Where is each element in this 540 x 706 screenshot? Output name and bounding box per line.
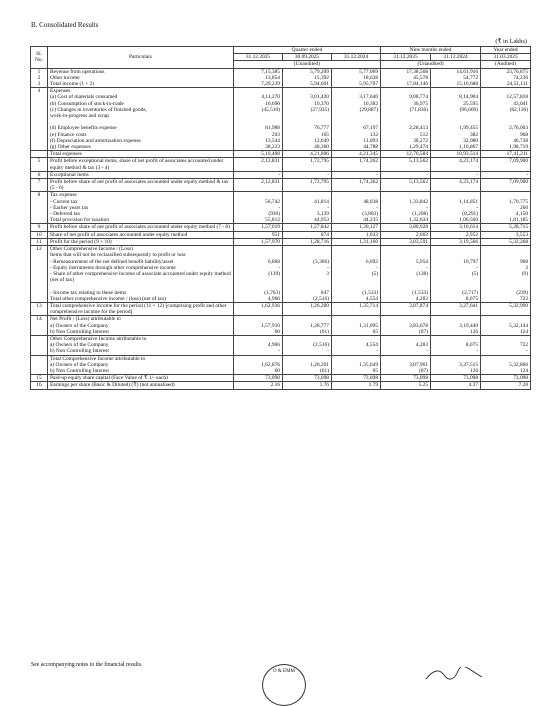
value-cell: 4,23,174 (431, 179, 481, 192)
value-cell: 2,12,831 (234, 158, 283, 171)
particulars-cell: Other Comprehensive Income attributable to a) Owners of the Company b) Non Controlling Interest (48, 335, 234, 355)
value-cell: 73,098 (283, 375, 332, 382)
value-cell: 2.16 (234, 382, 283, 389)
value-cell: 1,57,970 (234, 238, 283, 245)
value-cell: 1,74,362 (332, 158, 381, 171)
value-cell: 8,14,904 25,595 (96,669) 1,99,455 382 32,980 1,16,867 (431, 88, 481, 151)
value-cell: 5,32,990 (481, 302, 531, 315)
value-cell: (2,516) - (283, 335, 332, 355)
value-cell: 1,33,842 - (1,208) 1,32,634 (381, 192, 431, 224)
value-cell: 4,21,806 (283, 151, 332, 158)
value-cell: 4,283 - (381, 335, 431, 355)
table-row (31, 224, 531, 231)
value-cell: 7,15,385 13,854 7,29,239 (234, 68, 283, 88)
value-cell: 3,83,678 (87) (381, 316, 431, 336)
sl-no-header: Sl. No. (31, 47, 48, 69)
value-cell: 12,70,584 (381, 151, 431, 158)
unaudited-label: (Unaudited) (381, 61, 481, 68)
value-cell: 1.79 (332, 382, 381, 389)
value-cell: - (431, 171, 481, 178)
unaudited-label: (Unaudited) (234, 61, 381, 68)
value-cell: - (234, 171, 283, 178)
particulars-cell: Total comprehensive income for the period (11 + 12) [comprising profit and other comprehensive income for the period] (48, 302, 234, 315)
value-cell: 41,814 - 3,139 44,953 (283, 192, 332, 224)
table-row (31, 158, 531, 171)
value-cell: 1,57,910 60 (234, 316, 283, 336)
table-row (31, 88, 531, 151)
value-cell: 3,17,640 10,382 (29,887) 67,197 132 11,093 44,788 (332, 88, 381, 151)
table-row (31, 151, 531, 158)
sl-no-cell: 5 (31, 158, 48, 171)
sl-no-cell (31, 335, 48, 355)
signature (424, 667, 484, 681)
sl-no-cell: 4 (31, 88, 48, 151)
value-cell: 9,08,774 36,975 (71,836) 2,28,413 512 38,272 1,29,474 (381, 88, 431, 151)
particulars-cell: Profit before share of net profit of associates accounted under equity method & tax (5 - 6) (48, 179, 234, 192)
date-header: 31.12.2025 (381, 54, 431, 61)
value-cell: 6,868 - (139) (1,763) 4,966 (234, 246, 283, 303)
value-cell: 10,93,514 (431, 151, 481, 158)
particulars-cell: Share of net profit of associates accounted under equity method (48, 231, 234, 238)
value-cell: 3,87,874 (381, 302, 431, 315)
value-cell: 5,28,715 (481, 224, 531, 231)
value-cell: - (381, 171, 431, 178)
value-cell: - (332, 171, 381, 178)
particulars-cell: Profit before exceptional items, share of net profit of associates accounted under equity method & tax (3 - 4) (48, 158, 234, 171)
value-cell: 73,098 (381, 375, 431, 382)
particulars-header: Particulars (48, 47, 234, 69)
value-cell: 4,554 - (332, 335, 381, 355)
value-cell: 4,11,270 16,690 (45,510) 81,988 203 13,544 38,223 (234, 88, 283, 151)
date-header: 31.12.2025 (234, 54, 283, 61)
table-row (31, 179, 531, 192)
value-cell: 1.76 (283, 382, 332, 389)
particulars-cell: Net Profit / (Loss) attributable to a) Owners of the Company b) Non Controlling Interest (48, 316, 234, 336)
particulars-cell: Other Comprehensive Income / (Loss) Items that will not be reclassified subsequently to profit or loss - Remeasurement of the net defined benefit liability/asset - Equity instruments through other comprehensive income - Share of other comprehensive income of associate accounted under equity method (net of tax) - Income tax relating to these items Total other comprehensive income / (loss) (net of tax) (48, 246, 234, 303)
value-cell: 4,23,174 (431, 158, 481, 171)
value-cell: 73,098 (481, 375, 531, 382)
value-cell: 1,31,160 (332, 238, 381, 245)
value-cell: 48,038 - (3,803) 44,235 (332, 192, 381, 224)
value-cell: 73,098 (431, 375, 481, 382)
sl-no-cell: 11 (31, 238, 48, 245)
value-cell: 56,742 - (930) 55,812 (234, 192, 283, 224)
value-cell: 5,77,069 18,638 5,95,707 (332, 68, 381, 88)
value-cell: 3,27,641 (431, 302, 481, 315)
audited-label: (Audited) (481, 61, 531, 68)
value-cell: 12,57,818 43,041 (82,136) 2,76,063 968 46,738 1,98,719 (481, 88, 531, 151)
particulars-cell: Earnings per share (Basic & Diluted) (₹) (not annualised) (48, 382, 234, 389)
year-ended-header: Year ended (481, 47, 531, 54)
particulars-cell: Total Comprehensive Income attributable to a) Owners of the Company b) Non Controlling Interest (48, 355, 234, 375)
value-cell: 2,952 (431, 231, 481, 238)
particulars-cell: Total expenses (48, 151, 234, 158)
particulars-cell: Paid-up equity share capital (Face Value of ₹ 1/- each) (48, 375, 234, 382)
value-cell: 1,72,795 (283, 158, 332, 171)
value-cell: 1,033 (332, 231, 381, 238)
value-cell: 1,26,200 (283, 302, 332, 315)
value-cell: 7.28 (481, 382, 531, 389)
value-cell: 73,098 (234, 375, 283, 382)
value-cell: 17,38,568 45,578 17,84,146 (381, 68, 431, 88)
value-cell: 5,13,562 (381, 179, 431, 192)
value-cell: 3,83,591 (381, 238, 431, 245)
table-row (31, 382, 531, 389)
value-cell: 3,19,566 (431, 238, 481, 245)
particulars-cell: Profit before share of net profit of associates accounted under equity method (7 - 8) (48, 224, 234, 231)
date-header: 30.09.2025 (283, 54, 332, 61)
value-cell: - (481, 171, 531, 178)
particulars-cell: Tax expense - Current tax - Earlier years tax - Deferred tax Total provision for taxation (48, 192, 234, 224)
value-cell: 1,14,851 - (8,291) 1,06,560 (431, 192, 481, 224)
date-header: 31.12.2024 (431, 54, 481, 61)
sl-no-cell: 14 (31, 316, 48, 336)
sl-no-cell: 16 (31, 382, 48, 389)
value-cell: 1,72,795 (283, 179, 332, 192)
value-cell: 5,32,144 124 (481, 316, 531, 336)
value-cell: 1,28,777 (61) (283, 316, 332, 336)
value-cell: 10,797 - (5) (2,717) 8,075 (431, 246, 481, 303)
quarter-ended-header: Quarter ended (234, 47, 381, 54)
value-cell: 3,87,961 (87) (381, 355, 431, 375)
units-note: (₹ in Lakhs) (495, 38, 527, 45)
value-cell: 14,61,916 54,772 15,16,688 (431, 68, 481, 88)
date-header: 31.03.2025 (481, 54, 531, 61)
value-cell: 1,31,095 65 (332, 316, 381, 336)
value-cell: 874 (283, 231, 332, 238)
sl-no-cell: 13 (31, 302, 48, 315)
value-cell: 3,80,928 (381, 224, 431, 231)
particulars-cell: Expenses (a) Cost of materials consumed (b) Consumption of stock-in-trade (c) Changes in inventories of finished goods, work-in-progress and scrap (d) Employee benefits expense (e) Finance costs (f) Depreciation and amortisation expense (g) Other expenses (48, 88, 234, 151)
value-cell: 2,12,831 (234, 179, 283, 192)
page-title: B. Consolidated Results (31, 21, 99, 29)
value-cell: (3,366) - 3 847 (2,516) (283, 246, 332, 303)
value-cell: 7,09,900 (481, 158, 531, 171)
table-row (31, 231, 531, 238)
value-cell: 1,26,261 (61) (283, 355, 332, 375)
value-cell: 1,76,775 260 4,150 1,81,185 (481, 192, 531, 224)
value-cell: 1,62,876 60 (234, 355, 283, 375)
value-cell: 1,74,362 (332, 179, 381, 192)
table-row (31, 171, 531, 178)
value-cell: 1,35,649 65 (332, 355, 381, 375)
value-cell: 5,954 - (138) (1,533) 4,283 (381, 246, 431, 303)
value-cell: 23,76,875 74,236 24,51,111 (481, 68, 531, 88)
value-cell: 4,21,345 (332, 151, 381, 158)
value-cell: 1,28,716 (283, 238, 332, 245)
sl-no-cell: 9 (31, 224, 48, 231)
particulars-cell: Exceptional items (48, 171, 234, 178)
date-header: 31.12.2024 (332, 54, 381, 61)
table-row (31, 246, 531, 303)
value-cell: 4.37 (431, 382, 481, 389)
sl-no-cell (31, 355, 48, 375)
nine-months-header: Nine months ended (381, 47, 481, 54)
value-cell: 17,41,211 (481, 151, 531, 158)
sl-no-cell: 1 2 3 (31, 68, 48, 88)
table-row (31, 375, 531, 382)
value-cell: 3,553 (481, 231, 531, 238)
sl-no-cell: 6 (31, 171, 48, 178)
results-table (30, 46, 531, 390)
sl-no-cell: 12 (31, 246, 48, 303)
sl-no-cell: 8 (31, 192, 48, 224)
value-cell: 8,075 - (431, 335, 481, 355)
value-cell: 968 2 (9) (239) 722 (481, 246, 531, 303)
value-cell: 7,09,900 (481, 179, 531, 192)
value-cell: 6,092 - (5) (1,533) 4,554 (332, 246, 381, 303)
value-cell: 1,27,842 (283, 224, 332, 231)
value-cell: 4,966 - (234, 335, 283, 355)
value-cell: 5,13,562 (381, 158, 431, 171)
sl-no-cell: 7 (31, 179, 48, 192)
table-row (31, 316, 531, 336)
value-cell: 5,32,866 124 (481, 355, 531, 375)
value-cell: 5,16,408 (234, 151, 283, 158)
value-cell: 1,62,936 (234, 302, 283, 315)
value-cell: 3,19,440 126 (431, 316, 481, 336)
value-cell: 722 - (481, 335, 531, 355)
value-cell: 1,30,127 (332, 224, 381, 231)
value-cell: 3,16,614 (431, 224, 481, 231)
value-cell: 951 (234, 231, 283, 238)
value-cell: 2,663 (381, 231, 431, 238)
value-cell: 5,79,209 15,392 5,94,601 (283, 68, 332, 88)
table-row (31, 68, 531, 88)
value-cell: 73,098 (332, 375, 381, 382)
particulars-cell: Profit for the period (9 + 10) (48, 238, 234, 245)
table-row (31, 192, 531, 224)
table-row (31, 335, 531, 355)
company-stamp: O & EMM (262, 664, 306, 706)
particulars-cell: Revenue from operations Other income Total income (1 + 2) (48, 68, 234, 88)
table-row (31, 302, 531, 315)
table-row (31, 355, 531, 375)
value-cell: 1,57,019 (234, 224, 283, 231)
value-cell: 3,01,420 10,370 (27,935) 76,777 165 12,649 48,360 (283, 88, 332, 151)
value-cell: 1,35,714 (332, 302, 381, 315)
sl-no-cell (31, 151, 48, 158)
value-cell: 5.25 (381, 382, 431, 389)
footer-note: See accompanying notes to the financial results. (31, 662, 143, 668)
sl-no-cell: 10 (31, 231, 48, 238)
value-cell: 5,32,268 (481, 238, 531, 245)
sl-no-cell: 15 (31, 375, 48, 382)
value-cell: 3,27,515 126 (431, 355, 481, 375)
table-row (31, 238, 531, 245)
value-cell: - (283, 171, 332, 178)
